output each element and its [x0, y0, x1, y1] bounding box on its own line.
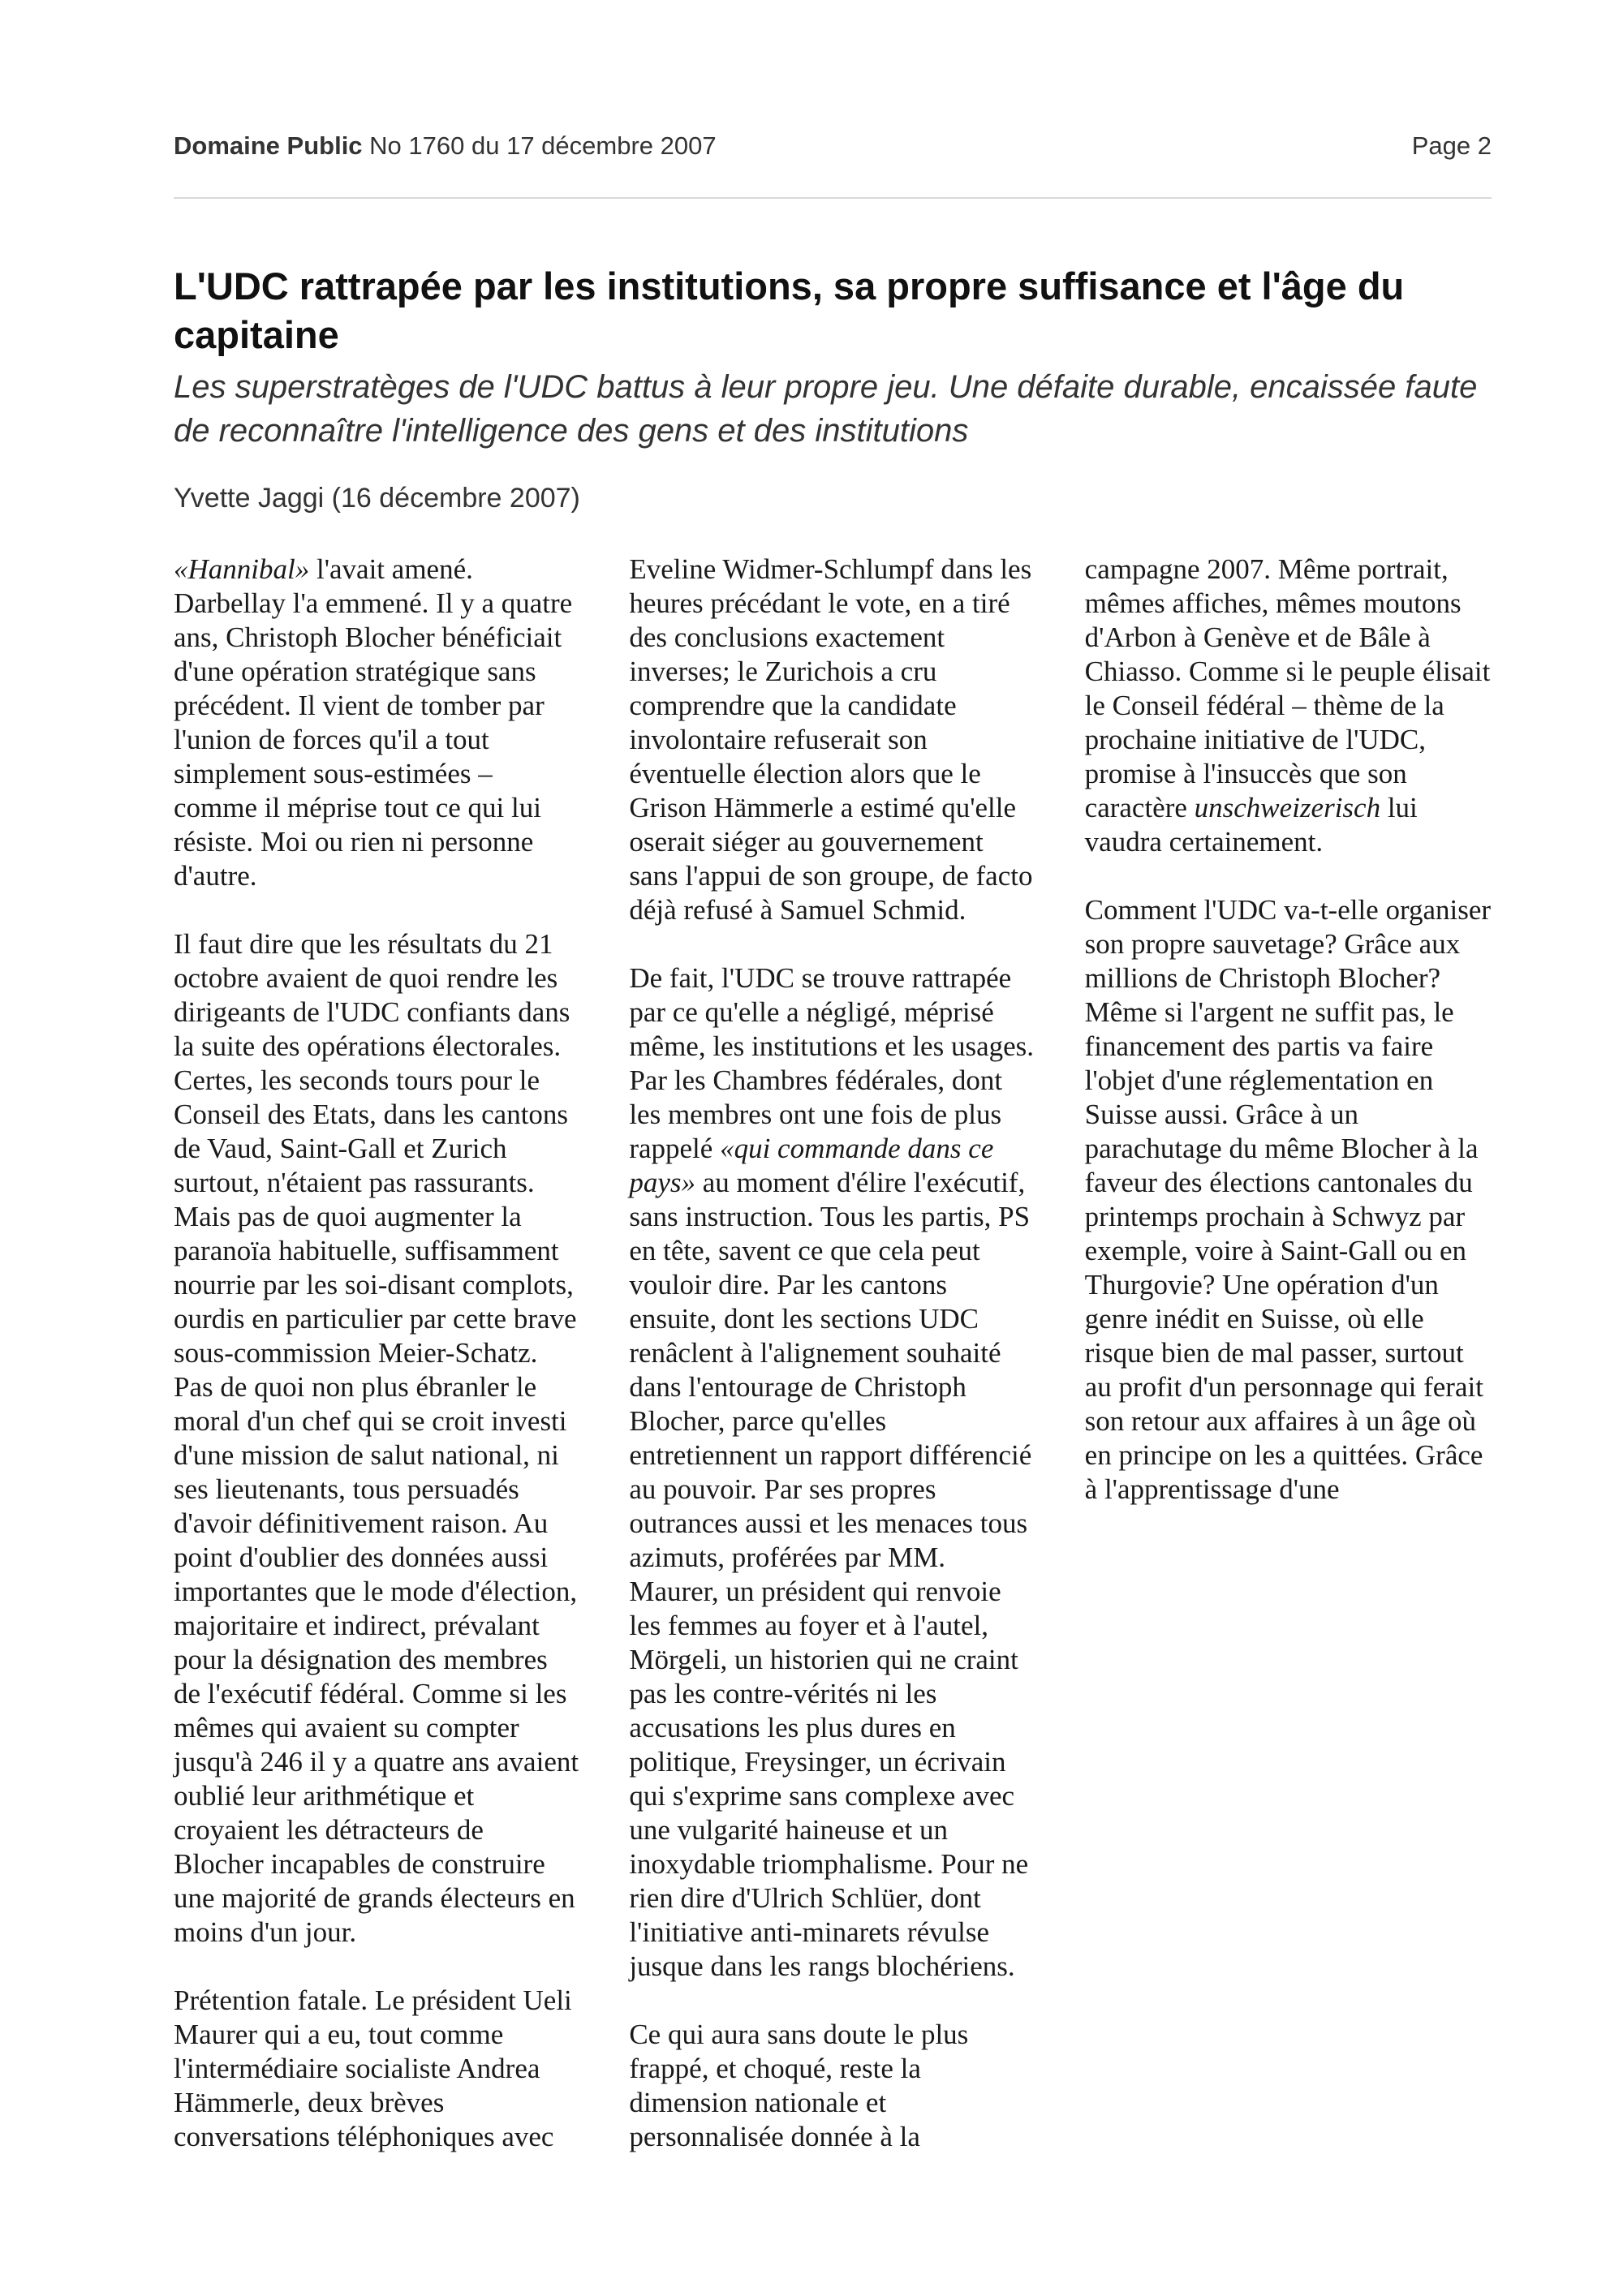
- paragraph-1: [174, 553, 580, 893]
- paragraph-4: [629, 961, 1035, 1984]
- article-title: L'UDC rattrapée par les institutions, sa propre suffisance et l'âge du capitaine: [174, 264, 1405, 356]
- header-divider: [174, 197, 1492, 199]
- page-header: [174, 131, 1492, 172]
- paragraph-5-text-b: lui vaudra certainement.: [1084, 792, 1418, 858]
- article-body: [174, 553, 1492, 2175]
- paragraph-6: Comment l'UDC va-t-elle organiser son propre sauvetage? Grâce aux millions de Christoph Blocher? Même si l'argent ne suffit pas, le financement des partis va faire l'objet d'une réglementation en Suisse aussi. Grâce à un parachutage du même Blocher à la faveur des élections cantonales du printemps prochain à Schwyz par exemple, voire à Saint-Gall ou en Thurgovie? Une opération d'un genre inédit en Suisse, où elle risque bien de mal passer, surtout au profit d'un personnage qui ferait son retour aux affaires à un âge où en principe on les a quittées. Grâce à l'apprentissage d'une: [1084, 894, 1492, 1505]
- quote-emphasis: «qui commande dans ce pays»: [629, 1133, 994, 1198]
- article-subtitle: Les superstratèges de l'UDC battus à leur propre jeu. Une défaite durable, encaissée faute de reconnaître l'intelligence des gens et des institutions: [174, 369, 1478, 449]
- article-byline: Yvette Jaggi (16 décembre 2007): [174, 483, 580, 514]
- page-number: Page 2: [1411, 131, 1492, 160]
- paragraph-4-text-a: De fait, l'UDC se trouve rattrapée par ce qu'elle a négligé, méprisé même, les institutions et les usages. Par les Chambres fédérales, dont les membres ont une fois de plus rappelé: [629, 962, 1035, 1164]
- paragraph-1-text: l'avait amené. Darbellay l'a emmené. Il y a quatre ans, Christoph Blocher bénéficiait d'une opération stratégique sans précédent. Il vient de tomber par l'union de forces qu'il a tout simplement sous-estimées – comme il méprise tout ce qui lui résiste. Moi ou rien ni personne d'autre.: [174, 553, 573, 892]
- unschweizerisch-emphasis: unschweizerisch: [1194, 792, 1381, 823]
- issue-info: No 1760 du 17 décembre 2007: [369, 131, 717, 160]
- publication-name: Domaine Public: [174, 131, 363, 160]
- paragraph-3: Prétention fatale. Le président Ueli Maurer qui a eu, tout comme l'intermédiaire socialiste Andrea Hämmerle, deux brèves conversations téléphoniques avec Eveline Widmer-Schlumpf dans les heures précédant le vote, en a tiré des conclusions exactement inverses; le Zurichois a cru comprendre que la candidate involontaire refuserait son éventuelle élection alors que le Grison Hämmerle a estimé qu'elle oserait siéger au gouvernement sans l'appui de son groupe, de facto déjà refusé à Samuel Schmid.: [174, 553, 1033, 2152]
- paragraph-4-text-b: au moment d'élire l'exécutif, sans instruction. Tous les partis, PS en tête, savent ce que cela peut vouloir dire. Par les cantons ensuite, dont les sections UDC renâclent à l'alignement souhaité dans l'entourage de Christoph Blocher, parce qu'elles entretiennent un rapport différencié au pouvoir. Par ses propres outrances aussi et les menaces tous azimuts, proférées par MM. Maurer, un président qui renvoie les femmes au foyer et à l'autel, Mörgeli, un historien qui ne craint pas les contre-vérités ni les accusations les plus dures en politique, Freysinger, un écrivain qui s'exprime sans complexe avec une vulgarité haineuse et un inoxydable triomphalisme. Pour ne rien dire d'Ulrich Schlüer, dont l'initiative anti-minarets révulse jusque dans les rangs blochériens.: [629, 1167, 1032, 1982]
- hannibal-emphasis: «Hannibal»: [174, 553, 310, 585]
- paragraph-5-text-a: Ce qui aura sans doute le plus frappé, et choqué, reste la dimension nationale et personnalisée donnée à la campagne 2007. Même portrait, mêmes affiches, mêmes moutons d'Arbon à Genève et de Bâle à Chiasso. Comme si le peuple élisait le Conseil fédéral – thème de la prochaine initiative de l'UDC, promise à l'insuccès que son caractère: [629, 553, 1491, 2152]
- paragraph-2: Il faut dire que les résultats du 21 octobre avaient de quoi rendre les dirigeants de l'UDC confiants dans la suite des opérations électorales. Certes, les seconds tours pour le Conseil des Etats, dans les cantons de Vaud, Saint-Gall et Zurich surtout, n'étaient pas rassurants. Mais pas de quoi augmenter la paranoïa habituelle, suffisamment nourrie par les soi-disant complots, ourdis en particulier par cette brave sous-commission Meier-Schatz. Pas de quoi non plus ébranler le moral d'un chef qui se croit investi d'une mission de salut national, ni ses lieutenants, tous persuadés d'avoir définitivement raison. Au point d'oublier des données aussi importantes que le mode d'élection, majoritaire et indirect, prévalant pour la désignation des membres de l'exécutif fédéral. Comme si les mêmes qui avaient su compter jusqu'à 246 il y a quatre ans avaient oublié leur arithmétique et croyaient les détracteurs de Blocher incapables de construire une majorité de grands électeurs en moins d'un jour.: [174, 928, 579, 1948]
